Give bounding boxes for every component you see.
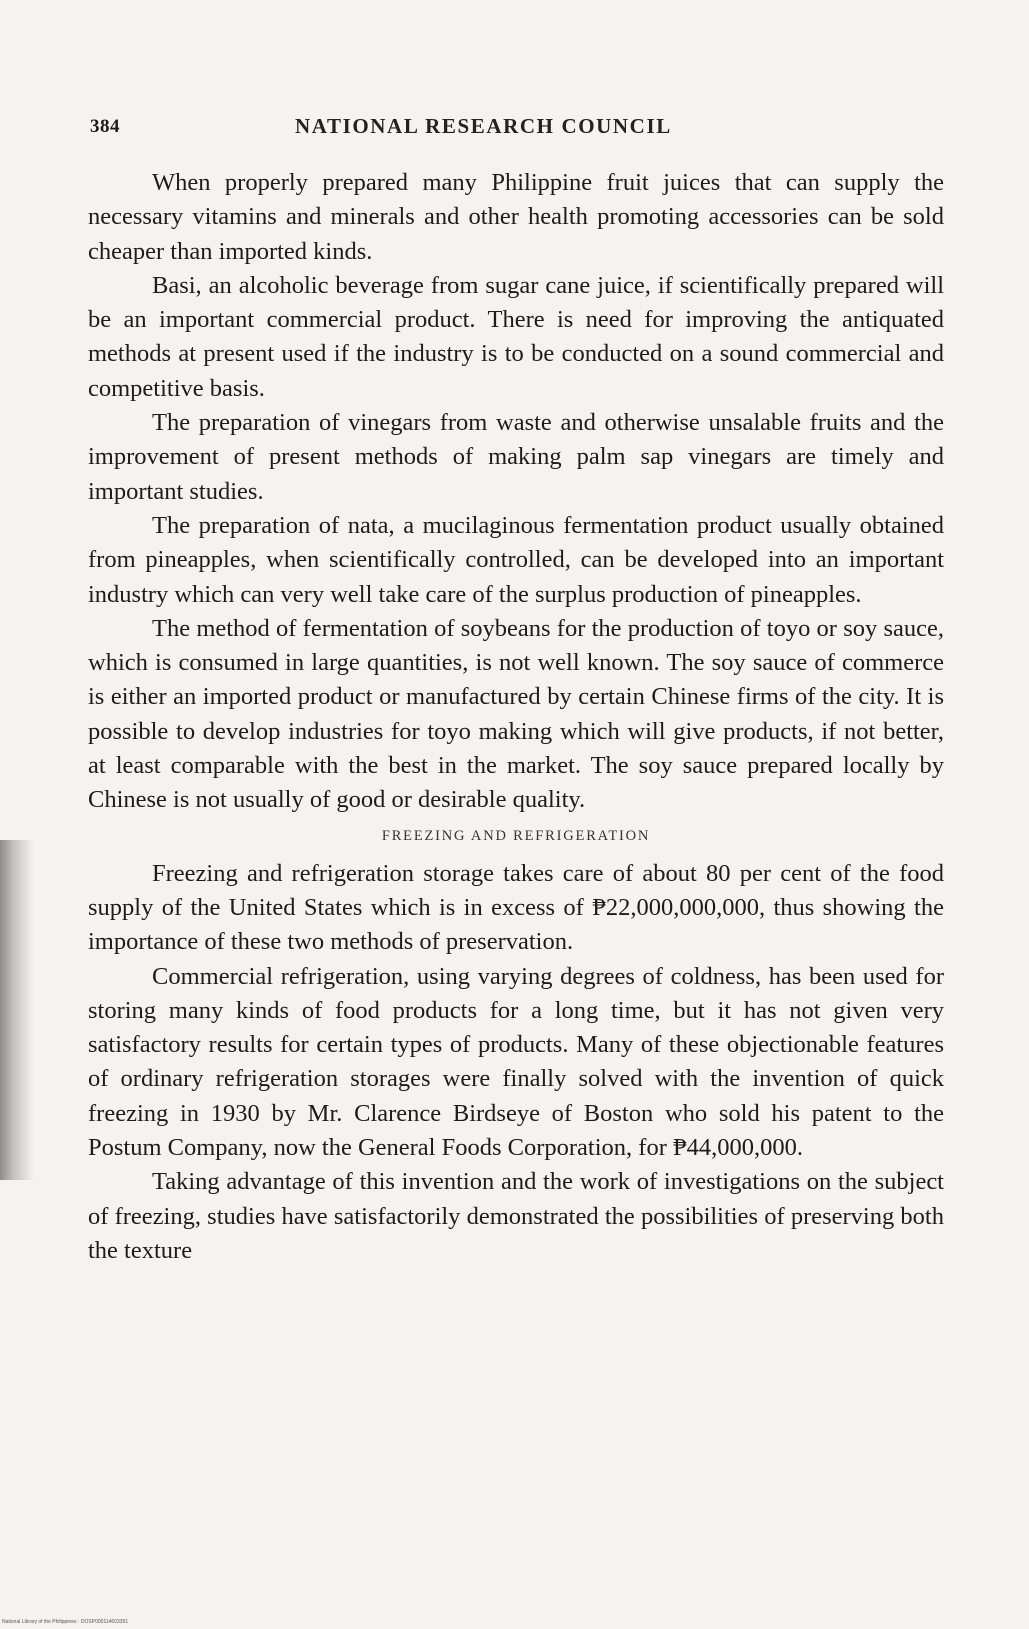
running-title: NATIONAL RESEARCH COUNCIL (295, 114, 672, 138)
paragraph-freezing-storage: Freezing and refrigeration storage takes care of about 80 per cent of the food supply of the United States which is in excess of ₱22,000,000,000, thus showing the importance of these two methods of preservation. (88, 859, 944, 956)
paragraph-freezing-studies: Taking advantage of this invention and the work of investigations on the subject of freezing, studies have satisfactorily demonstrated the possibilities of preserving both the texture (88, 1168, 944, 1264)
section-heading: FREEZING AND REFRIGERATION (381, 827, 651, 844)
page-number: 384 (90, 116, 120, 137)
body-text (88, 166, 944, 1268)
paragraph-basi: Basi, an alcoholic beverage from sugar cane juice, if scientifically prepared will be an important commercial product. There is need for improving the antiquated methods at present used if the industry is to be conducted on a sound commercial and competitive basis. (88, 271, 944, 402)
paragraph-soy-sauce: The method of fermentation of soybeans for the production of toyo or soy sauce, which is consumed in large quantities, is not well known. The soy sauce of commerce is either an imported product or manufactured by certain Chinese firms of the city. It is possible to develop industries for toyo making which will give products, if not better, at least comparable with the best in the market. The soy sauce prepared locally by Chinese is not usually of good or desirable quality. (88, 614, 944, 814)
paragraph-commercial-refrigeration: Commercial refrigeration, using varying degrees of coldness, has been used for storing many kinds of food products for a long time, but it has not given very satisfactory results for certain types of products. Many of these objectionable features of ordinary refrigeration storages were finally solved with the invention of quick freezing in 1930 by Mr. Clarence Birdseye of Boston who sold his patent to the Postum Company, now the General Foods Corporation, for ₱44,000,000. (88, 962, 944, 1162)
paragraph-fruit-juices: When properly prepared many Philippine fruit juices that can supply the necessary vitamins and minerals and other health promoting accessories can be sold cheaper than imported kinds. (88, 169, 944, 265)
running-head (90, 110, 960, 144)
paragraph-nata: The preparation of nata, a mucilaginous fermentation product usually obtained from pineapples, when scientifically controlled, can be developed into an important industry which can very well take care of the surplus production of pineapples. (88, 511, 944, 608)
paragraph-vinegars: The preparation of vinegars from waste and otherwise unsalable fruits and the improvement of present methods of making palm sap vinegars are timely and important studies. (88, 409, 944, 505)
footer-note: National Library of the Philippines · DOSP000114603391 (2, 1619, 129, 1625)
page-edge-shadow (0, 840, 34, 1180)
